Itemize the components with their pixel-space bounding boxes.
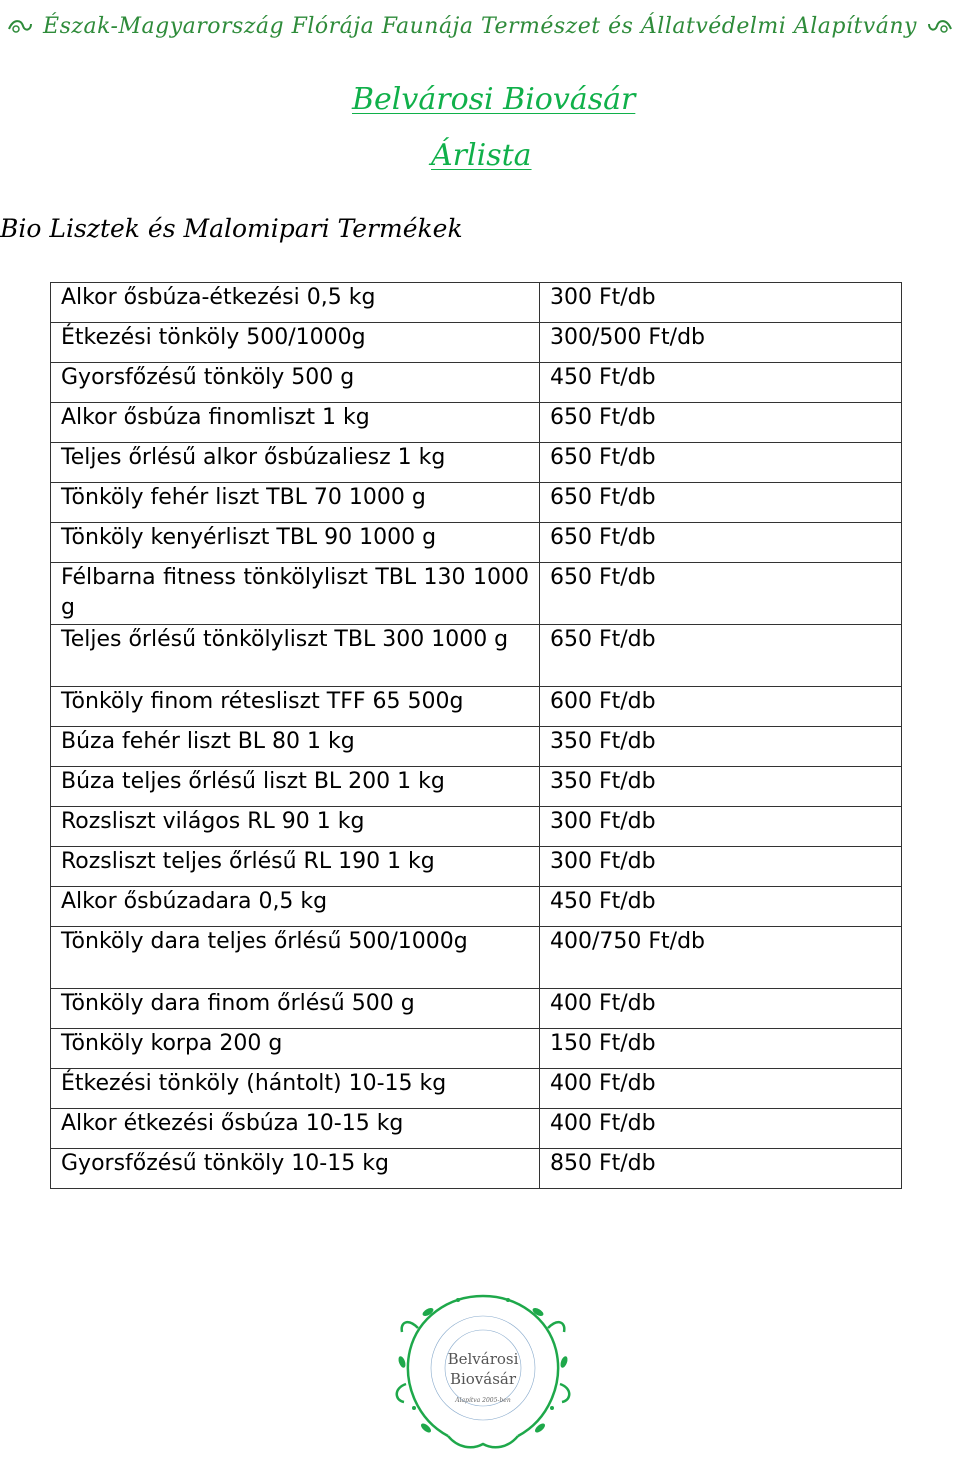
table-row	[51, 1029, 902, 1069]
product-price: 450 Ft/db	[540, 887, 902, 927]
vine-ornament-icon	[7, 15, 33, 37]
header-text: Észak-Magyarország Flórája Faunája Természet és Állatvédelmi Alapítvány	[43, 13, 917, 39]
table-row	[51, 363, 902, 403]
product-price: 450 Ft/db	[540, 363, 902, 403]
section-heading: Bio Lisztek és Malomipari Termékek	[0, 214, 463, 243]
table-row	[51, 283, 902, 323]
product-name: Rozsliszt világos RL 90 1 kg	[51, 807, 540, 847]
product-name: Félbarna fitness tönkölyliszt TBL 130 1000 g	[51, 563, 540, 625]
product-price: 650 Ft/db	[540, 563, 902, 625]
table-row	[51, 403, 902, 443]
table-row	[51, 887, 902, 927]
product-name: Gyorsfőzésű tönköly 10-15 kg	[51, 1149, 540, 1189]
product-name: Búza teljes őrlésű liszt BL 200 1 kg	[51, 767, 540, 807]
product-name: Alkor ősbúzadara 0,5 kg	[51, 887, 540, 927]
table-row	[51, 523, 902, 563]
product-name: Rozsliszt teljes őrlésű RL 190 1 kg	[51, 847, 540, 887]
product-price: 400/750 Ft/db	[540, 927, 902, 989]
price-table-body	[51, 283, 902, 1189]
product-name: Tönköly dara teljes őrlésű 500/1000g	[51, 927, 540, 989]
product-name: Tönköly kenyérliszt TBL 90 1000 g	[51, 523, 540, 563]
product-price: 300/500 Ft/db	[540, 323, 902, 363]
product-name: Tönköly fehér liszt TBL 70 1000 g	[51, 483, 540, 523]
table-row	[51, 625, 902, 687]
product-price: 650 Ft/db	[540, 403, 902, 443]
logo-line2: Biovásár	[449, 1370, 517, 1388]
product-name: Teljes őrlésű alkor ősbúzaliesz 1 kg	[51, 443, 540, 483]
table-row	[51, 483, 902, 523]
product-name: Alkor ősbúza finomliszt 1 kg	[51, 403, 540, 443]
table-row	[51, 443, 902, 483]
table-row	[51, 1149, 902, 1189]
product-price: 650 Ft/db	[540, 483, 902, 523]
product-price: 350 Ft/db	[540, 767, 902, 807]
page-title: Belvárosi Biovásár	[352, 82, 636, 117]
table-row	[51, 989, 902, 1029]
logo-line1: Belvárosi	[447, 1350, 519, 1368]
product-price: 400 Ft/db	[540, 1109, 902, 1149]
product-name: Teljes őrlésű tönkölyliszt TBL 300 1000 g	[51, 625, 540, 687]
product-price: 150 Ft/db	[540, 1029, 902, 1069]
product-price: 650 Ft/db	[540, 625, 902, 687]
product-name: Étkezési tönköly (hántolt) 10-15 kg	[51, 1069, 540, 1109]
price-table	[50, 282, 902, 1189]
product-price: 300 Ft/db	[540, 807, 902, 847]
product-price: 300 Ft/db	[540, 847, 902, 887]
product-name: Étkezési tönköly 500/1000g	[51, 323, 540, 363]
table-row	[51, 687, 902, 727]
table-row	[51, 727, 902, 767]
product-name: Alkor étkezési ősbúza 10-15 kg	[51, 1109, 540, 1149]
header-banner	[0, 4, 960, 48]
product-price: 650 Ft/db	[540, 443, 902, 483]
vine-ornament-icon	[927, 15, 953, 37]
product-name: Búza fehér liszt BL 80 1 kg	[51, 727, 540, 767]
table-row	[51, 767, 902, 807]
product-name: Gyorsfőzésű tönköly 500 g	[51, 363, 540, 403]
product-price: 350 Ft/db	[540, 727, 902, 767]
product-price: 600 Ft/db	[540, 687, 902, 727]
product-name: Tönköly korpa 200 g	[51, 1029, 540, 1069]
table-row	[51, 1069, 902, 1109]
table-row	[51, 847, 902, 887]
table-row	[51, 807, 902, 847]
page-subtitle: Árlista	[431, 138, 532, 173]
product-price: 850 Ft/db	[540, 1149, 902, 1189]
table-row	[51, 927, 902, 989]
table-row	[51, 323, 902, 363]
biovasar-logo-icon	[388, 1288, 578, 1456]
product-price: 400 Ft/db	[540, 1069, 902, 1109]
product-name: Alkor ősbúza-étkezési 0,5 kg	[51, 283, 540, 323]
product-price: 650 Ft/db	[540, 523, 902, 563]
table-row	[51, 563, 902, 625]
table-row	[51, 1109, 902, 1149]
logo-subtext: Alapítva 2005-ben	[455, 1397, 511, 1404]
product-price: 400 Ft/db	[540, 989, 902, 1029]
product-name: Tönköly dara finom őrlésű 500 g	[51, 989, 540, 1029]
product-name: Tönköly finom rétesliszt TFF 65 500g	[51, 687, 540, 727]
product-price: 300 Ft/db	[540, 283, 902, 323]
